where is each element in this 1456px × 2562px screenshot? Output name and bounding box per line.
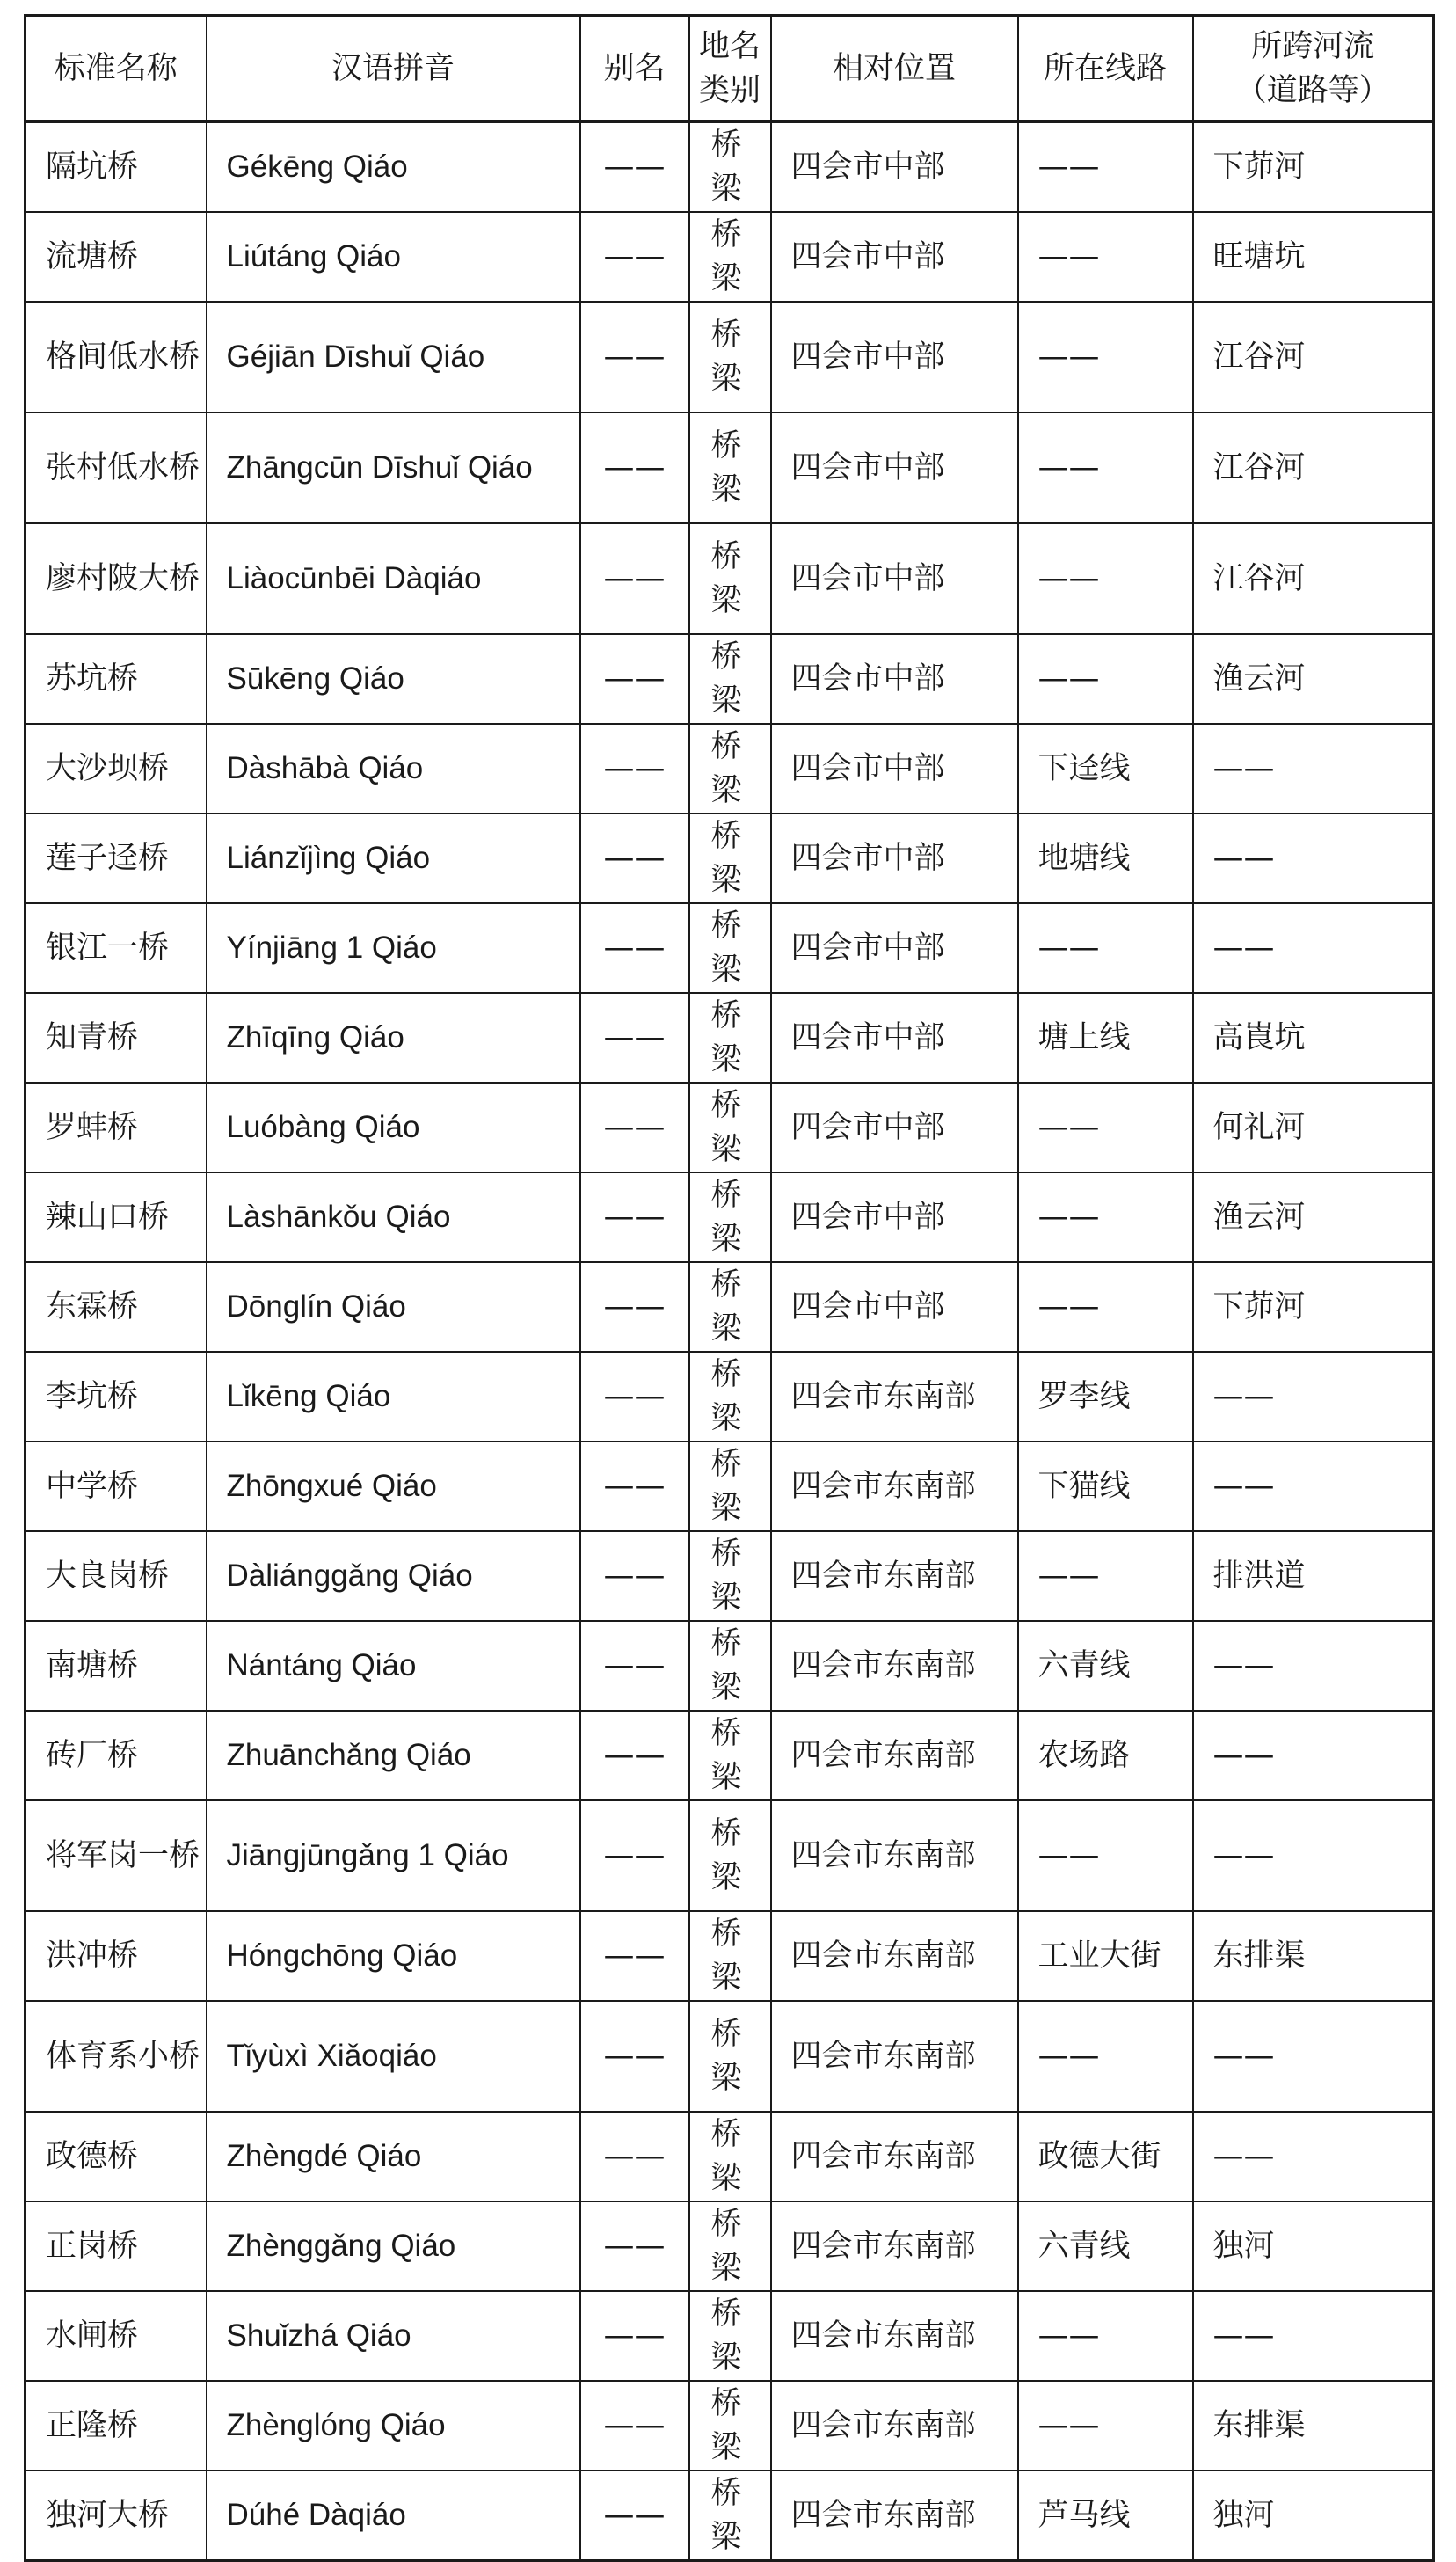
cell-position: 四会市东南部 — [771, 1911, 1018, 2001]
cell-category: 桥梁 — [689, 1442, 771, 1531]
cell-alias: —— — [580, 2112, 689, 2201]
cell-alias: —— — [580, 1083, 689, 1172]
cell-route: —— — [1018, 1262, 1193, 1352]
cell-name: 体育系小桥 — [25, 2001, 207, 2112]
cell-name: 正隆桥 — [25, 2381, 207, 2471]
cell-river: —— — [1193, 1352, 1434, 1442]
cell-alias: —— — [580, 2381, 689, 2471]
cell-name: 莲子迳桥 — [25, 814, 207, 903]
cell-route: 工业大街 — [1018, 1911, 1193, 2001]
cell-alias: —— — [580, 1711, 689, 1800]
cell-category: 桥梁 — [689, 302, 771, 412]
table-row — [25, 212, 1434, 302]
cell-position: 四会市中部 — [771, 412, 1018, 523]
cell-position: 四会市东南部 — [771, 1711, 1018, 1800]
table-row — [25, 302, 1434, 412]
cell-position: 四会市中部 — [771, 1262, 1018, 1352]
cell-pinyin: Zhuānchǎng Qiáo — [207, 1711, 580, 1800]
cell-pinyin: Nántáng Qiáo — [207, 1621, 580, 1711]
cell-pinyin: Zhènglóng Qiáo — [207, 2381, 580, 2471]
cell-pinyin: Dàshābà Qiáo — [207, 724, 580, 814]
table-row — [25, 2001, 1434, 2112]
cell-position: 四会市东南部 — [771, 1531, 1018, 1621]
cell-pinyin: Liàocūnbēi Dàqiáo — [207, 523, 580, 634]
cell-route: —— — [1018, 2291, 1193, 2381]
cell-name: 政德桥 — [25, 2112, 207, 2201]
cell-alias: —— — [580, 2201, 689, 2291]
cell-position: 四会市东南部 — [771, 1621, 1018, 1711]
cell-route: —— — [1018, 1800, 1193, 1911]
cell-route: —— — [1018, 212, 1193, 302]
cell-pinyin: Liánzǐjìng Qiáo — [207, 814, 580, 903]
cell-pinyin: Zhōngxué Qiáo — [207, 1442, 580, 1531]
header-category-line2: 类别 — [698, 73, 761, 108]
cell-position: 四会市东南部 — [771, 2201, 1018, 2291]
cell-position: 四会市东南部 — [771, 2001, 1018, 2112]
cell-route: 政德大街 — [1018, 2112, 1193, 2201]
cell-river: —— — [1193, 2112, 1434, 2201]
table-row — [25, 1442, 1434, 1531]
cell-route: 农场路 — [1018, 1711, 1193, 1800]
cell-category: 桥梁 — [689, 1262, 771, 1352]
cell-category: 桥梁 — [689, 1621, 771, 1711]
cell-river: —— — [1193, 1800, 1434, 1911]
cell-river: —— — [1193, 814, 1434, 903]
cell-river: —— — [1193, 1711, 1434, 1800]
cell-position: 四会市中部 — [771, 993, 1018, 1083]
cell-route: —— — [1018, 1172, 1193, 1262]
cell-pinyin: Dàliánggǎng Qiáo — [207, 1531, 580, 1621]
cell-alias: —— — [580, 1352, 689, 1442]
cell-position: 四会市东南部 — [771, 2291, 1018, 2381]
cell-category: 桥梁 — [689, 523, 771, 634]
cell-alias: —— — [580, 302, 689, 412]
cell-name: 苏坑桥 — [25, 634, 207, 724]
header-river — [1193, 16, 1434, 122]
table-row — [25, 412, 1434, 523]
cell-river: 独河 — [1193, 2201, 1434, 2291]
cell-route: —— — [1018, 634, 1193, 724]
cell-river: 江谷河 — [1193, 302, 1434, 412]
cell-alias: —— — [580, 1800, 689, 1911]
cell-river: 东排渠 — [1193, 2381, 1434, 2471]
cell-category: 桥梁 — [689, 2291, 771, 2381]
cell-river: 渔云河 — [1193, 1172, 1434, 1262]
cell-position: 四会市中部 — [771, 1083, 1018, 1172]
table-row — [25, 1352, 1434, 1442]
cell-name: 将军岗一桥 — [25, 1800, 207, 1911]
table-row — [25, 122, 1434, 213]
cell-river: 排洪道 — [1193, 1531, 1434, 1621]
table-row — [25, 2381, 1434, 2471]
cell-position: 四会市东南部 — [771, 1352, 1018, 1442]
cell-pinyin: Dōnglín Qiáo — [207, 1262, 580, 1352]
table-body — [25, 122, 1434, 2561]
cell-alias: —— — [580, 523, 689, 634]
cell-name: 银江一桥 — [25, 903, 207, 993]
header-row — [25, 16, 1434, 122]
cell-category: 桥梁 — [689, 724, 771, 814]
cell-name: 正岗桥 — [25, 2201, 207, 2291]
cell-name: 大良岗桥 — [25, 1531, 207, 1621]
header-river-line2: （道路等） — [1235, 73, 1390, 108]
cell-position: 四会市东南部 — [771, 1800, 1018, 1911]
cell-position: 四会市中部 — [771, 212, 1018, 302]
cell-route: 塘上线 — [1018, 993, 1193, 1083]
cell-river: —— — [1193, 1621, 1434, 1711]
cell-category: 桥梁 — [689, 814, 771, 903]
cell-category: 桥梁 — [689, 1172, 771, 1262]
cell-alias: —— — [580, 724, 689, 814]
cell-name: 水闸桥 — [25, 2291, 207, 2381]
cell-alias: —— — [580, 1262, 689, 1352]
cell-name: 李坑桥 — [25, 1352, 207, 1442]
cell-alias: —— — [580, 634, 689, 724]
bridge-table — [24, 14, 1435, 2562]
cell-pinyin: Luóbàng Qiáo — [207, 1083, 580, 1172]
cell-route: —— — [1018, 1083, 1193, 1172]
table-row — [25, 634, 1434, 724]
cell-name: 中学桥 — [25, 1442, 207, 1531]
cell-river: 何礼河 — [1193, 1083, 1434, 1172]
cell-route: —— — [1018, 2001, 1193, 2112]
header-category-line1: 地名 — [698, 29, 761, 64]
cell-position: 四会市中部 — [771, 903, 1018, 993]
cell-route: 地塘线 — [1018, 814, 1193, 903]
header-name: 标准名称 — [25, 16, 207, 122]
table-row — [25, 2291, 1434, 2381]
cell-position: 四会市中部 — [771, 724, 1018, 814]
cell-alias: —— — [580, 903, 689, 993]
table-row — [25, 1621, 1434, 1711]
cell-category: 桥梁 — [689, 122, 771, 213]
cell-category: 桥梁 — [689, 2201, 771, 2291]
cell-pinyin: Zhènggǎng Qiáo — [207, 2201, 580, 2291]
cell-position: 四会市中部 — [771, 814, 1018, 903]
cell-alias: —— — [580, 1621, 689, 1711]
cell-alias: —— — [580, 1442, 689, 1531]
cell-pinyin: Géjiān Dīshuǐ Qiáo — [207, 302, 580, 412]
cell-name: 格间低水桥 — [25, 302, 207, 412]
cell-river: 江谷河 — [1193, 523, 1434, 634]
cell-category: 桥梁 — [689, 993, 771, 1083]
cell-route: —— — [1018, 523, 1193, 634]
cell-pinyin: Zhèngdé Qiáo — [207, 2112, 580, 2201]
cell-route: 六青线 — [1018, 2201, 1193, 2291]
cell-pinyin: Zhīqīng Qiáo — [207, 993, 580, 1083]
cell-category: 桥梁 — [689, 2381, 771, 2471]
cell-position: 四会市中部 — [771, 523, 1018, 634]
cell-pinyin: Tǐyùxì Xiǎoqiáo — [207, 2001, 580, 2112]
cell-alias: —— — [580, 993, 689, 1083]
cell-category: 桥梁 — [689, 2112, 771, 2201]
table-row — [25, 724, 1434, 814]
cell-pinyin: Sūkēng Qiáo — [207, 634, 580, 724]
table-row — [25, 523, 1434, 634]
cell-pinyin: Gékēng Qiáo — [207, 122, 580, 213]
cell-name: 辣山口桥 — [25, 1172, 207, 1262]
cell-name: 廖村陂大桥 — [25, 523, 207, 634]
cell-route: —— — [1018, 2381, 1193, 2471]
cell-route: 罗李线 — [1018, 1352, 1193, 1442]
cell-alias: —— — [580, 412, 689, 523]
cell-alias: —— — [580, 212, 689, 302]
cell-name: 张村低水桥 — [25, 412, 207, 523]
cell-pinyin: Dúhé Dàqiáo — [207, 2471, 580, 2561]
cell-position: 四会市东南部 — [771, 2471, 1018, 2561]
cell-river: 下茆河 — [1193, 1262, 1434, 1352]
table-row — [25, 2201, 1434, 2291]
cell-pinyin: Jiāngjūngǎng 1 Qiáo — [207, 1800, 580, 1911]
cell-pinyin: Làshānkǒu Qiáo — [207, 1172, 580, 1262]
cell-pinyin: Shuǐzhá Qiáo — [207, 2291, 580, 2381]
cell-name: 隔坑桥 — [25, 122, 207, 213]
cell-category: 桥梁 — [689, 634, 771, 724]
header-alias: 别名 — [580, 16, 689, 122]
cell-name: 罗蚌桥 — [25, 1083, 207, 1172]
cell-pinyin: Yínjiāng 1 Qiáo — [207, 903, 580, 993]
table-row — [25, 1262, 1434, 1352]
table-row — [25, 1911, 1434, 2001]
table-row — [25, 1711, 1434, 1800]
cell-position: 四会市东南部 — [771, 1442, 1018, 1531]
cell-position: 四会市东南部 — [771, 2112, 1018, 2201]
cell-route: —— — [1018, 1531, 1193, 1621]
cell-position: 四会市中部 — [771, 122, 1018, 213]
cell-name: 知青桥 — [25, 993, 207, 1083]
header-river-line1: 所跨河流 — [1251, 29, 1375, 64]
header-position: 相对位置 — [771, 16, 1018, 122]
cell-river: 东排渠 — [1193, 1911, 1434, 2001]
cell-route: —— — [1018, 903, 1193, 993]
table-row — [25, 2471, 1434, 2561]
cell-route: —— — [1018, 122, 1193, 213]
cell-name: 独河大桥 — [25, 2471, 207, 2561]
cell-pinyin: Lǐkēng Qiáo — [207, 1352, 580, 1442]
cell-route: 芦马线 — [1018, 2471, 1193, 2561]
cell-category: 桥梁 — [689, 1711, 771, 1800]
cell-river: 渔云河 — [1193, 634, 1434, 724]
table-row — [25, 814, 1434, 903]
table-row — [25, 903, 1434, 993]
table-row — [25, 1531, 1434, 1621]
cell-category: 桥梁 — [689, 1352, 771, 1442]
cell-pinyin: Zhāngcūn Dīshuǐ Qiáo — [207, 412, 580, 523]
cell-name: 流塘桥 — [25, 212, 207, 302]
cell-name: 洪冲桥 — [25, 1911, 207, 2001]
cell-river: —— — [1193, 724, 1434, 814]
table-row — [25, 2112, 1434, 2201]
header-category — [689, 16, 771, 122]
cell-category: 桥梁 — [689, 1911, 771, 2001]
cell-pinyin: Liútáng Qiáo — [207, 212, 580, 302]
header-route: 所在线路 — [1018, 16, 1193, 122]
cell-category: 桥梁 — [689, 212, 771, 302]
cell-category: 桥梁 — [689, 1800, 771, 1911]
cell-pinyin: Hóngchōng Qiáo — [207, 1911, 580, 2001]
cell-name: 南塘桥 — [25, 1621, 207, 1711]
cell-category: 桥梁 — [689, 2471, 771, 2561]
cell-alias: —— — [580, 1172, 689, 1262]
cell-alias: —— — [580, 2471, 689, 2561]
table-row — [25, 993, 1434, 1083]
cell-river: —— — [1193, 1442, 1434, 1531]
cell-route: 下迳线 — [1018, 724, 1193, 814]
cell-category: 桥梁 — [689, 1531, 771, 1621]
cell-name: 东霖桥 — [25, 1262, 207, 1352]
cell-name: 砖厂桥 — [25, 1711, 207, 1800]
cell-position: 四会市中部 — [771, 634, 1018, 724]
cell-category: 桥梁 — [689, 903, 771, 993]
cell-route: 下猫线 — [1018, 1442, 1193, 1531]
cell-river: —— — [1193, 2001, 1434, 2112]
cell-river: 高崀坑 — [1193, 993, 1434, 1083]
cell-category: 桥梁 — [689, 1083, 771, 1172]
cell-position: 四会市中部 — [771, 302, 1018, 412]
cell-route: —— — [1018, 412, 1193, 523]
cell-route: 六青线 — [1018, 1621, 1193, 1711]
cell-route: —— — [1018, 302, 1193, 412]
cell-category: 桥梁 — [689, 2001, 771, 2112]
cell-alias: —— — [580, 814, 689, 903]
cell-category: 桥梁 — [689, 412, 771, 523]
cell-river: 江谷河 — [1193, 412, 1434, 523]
table-row — [25, 1800, 1434, 1911]
cell-river: 下茆河 — [1193, 122, 1434, 213]
cell-alias: —— — [580, 2291, 689, 2381]
cell-position: 四会市东南部 — [771, 2381, 1018, 2471]
cell-alias: —— — [580, 1911, 689, 2001]
cell-river: —— — [1193, 2291, 1434, 2381]
header-pinyin: 汉语拼音 — [207, 16, 580, 122]
table-row — [25, 1172, 1434, 1262]
cell-river: —— — [1193, 903, 1434, 993]
cell-position: 四会市中部 — [771, 1172, 1018, 1262]
cell-alias: —— — [580, 122, 689, 213]
cell-alias: —— — [580, 2001, 689, 2112]
cell-river: 独河 — [1193, 2471, 1434, 2561]
cell-river: 旺塘坑 — [1193, 212, 1434, 302]
cell-alias: —— — [580, 1531, 689, 1621]
table-row — [25, 1083, 1434, 1172]
cell-name: 大沙坝桥 — [25, 724, 207, 814]
